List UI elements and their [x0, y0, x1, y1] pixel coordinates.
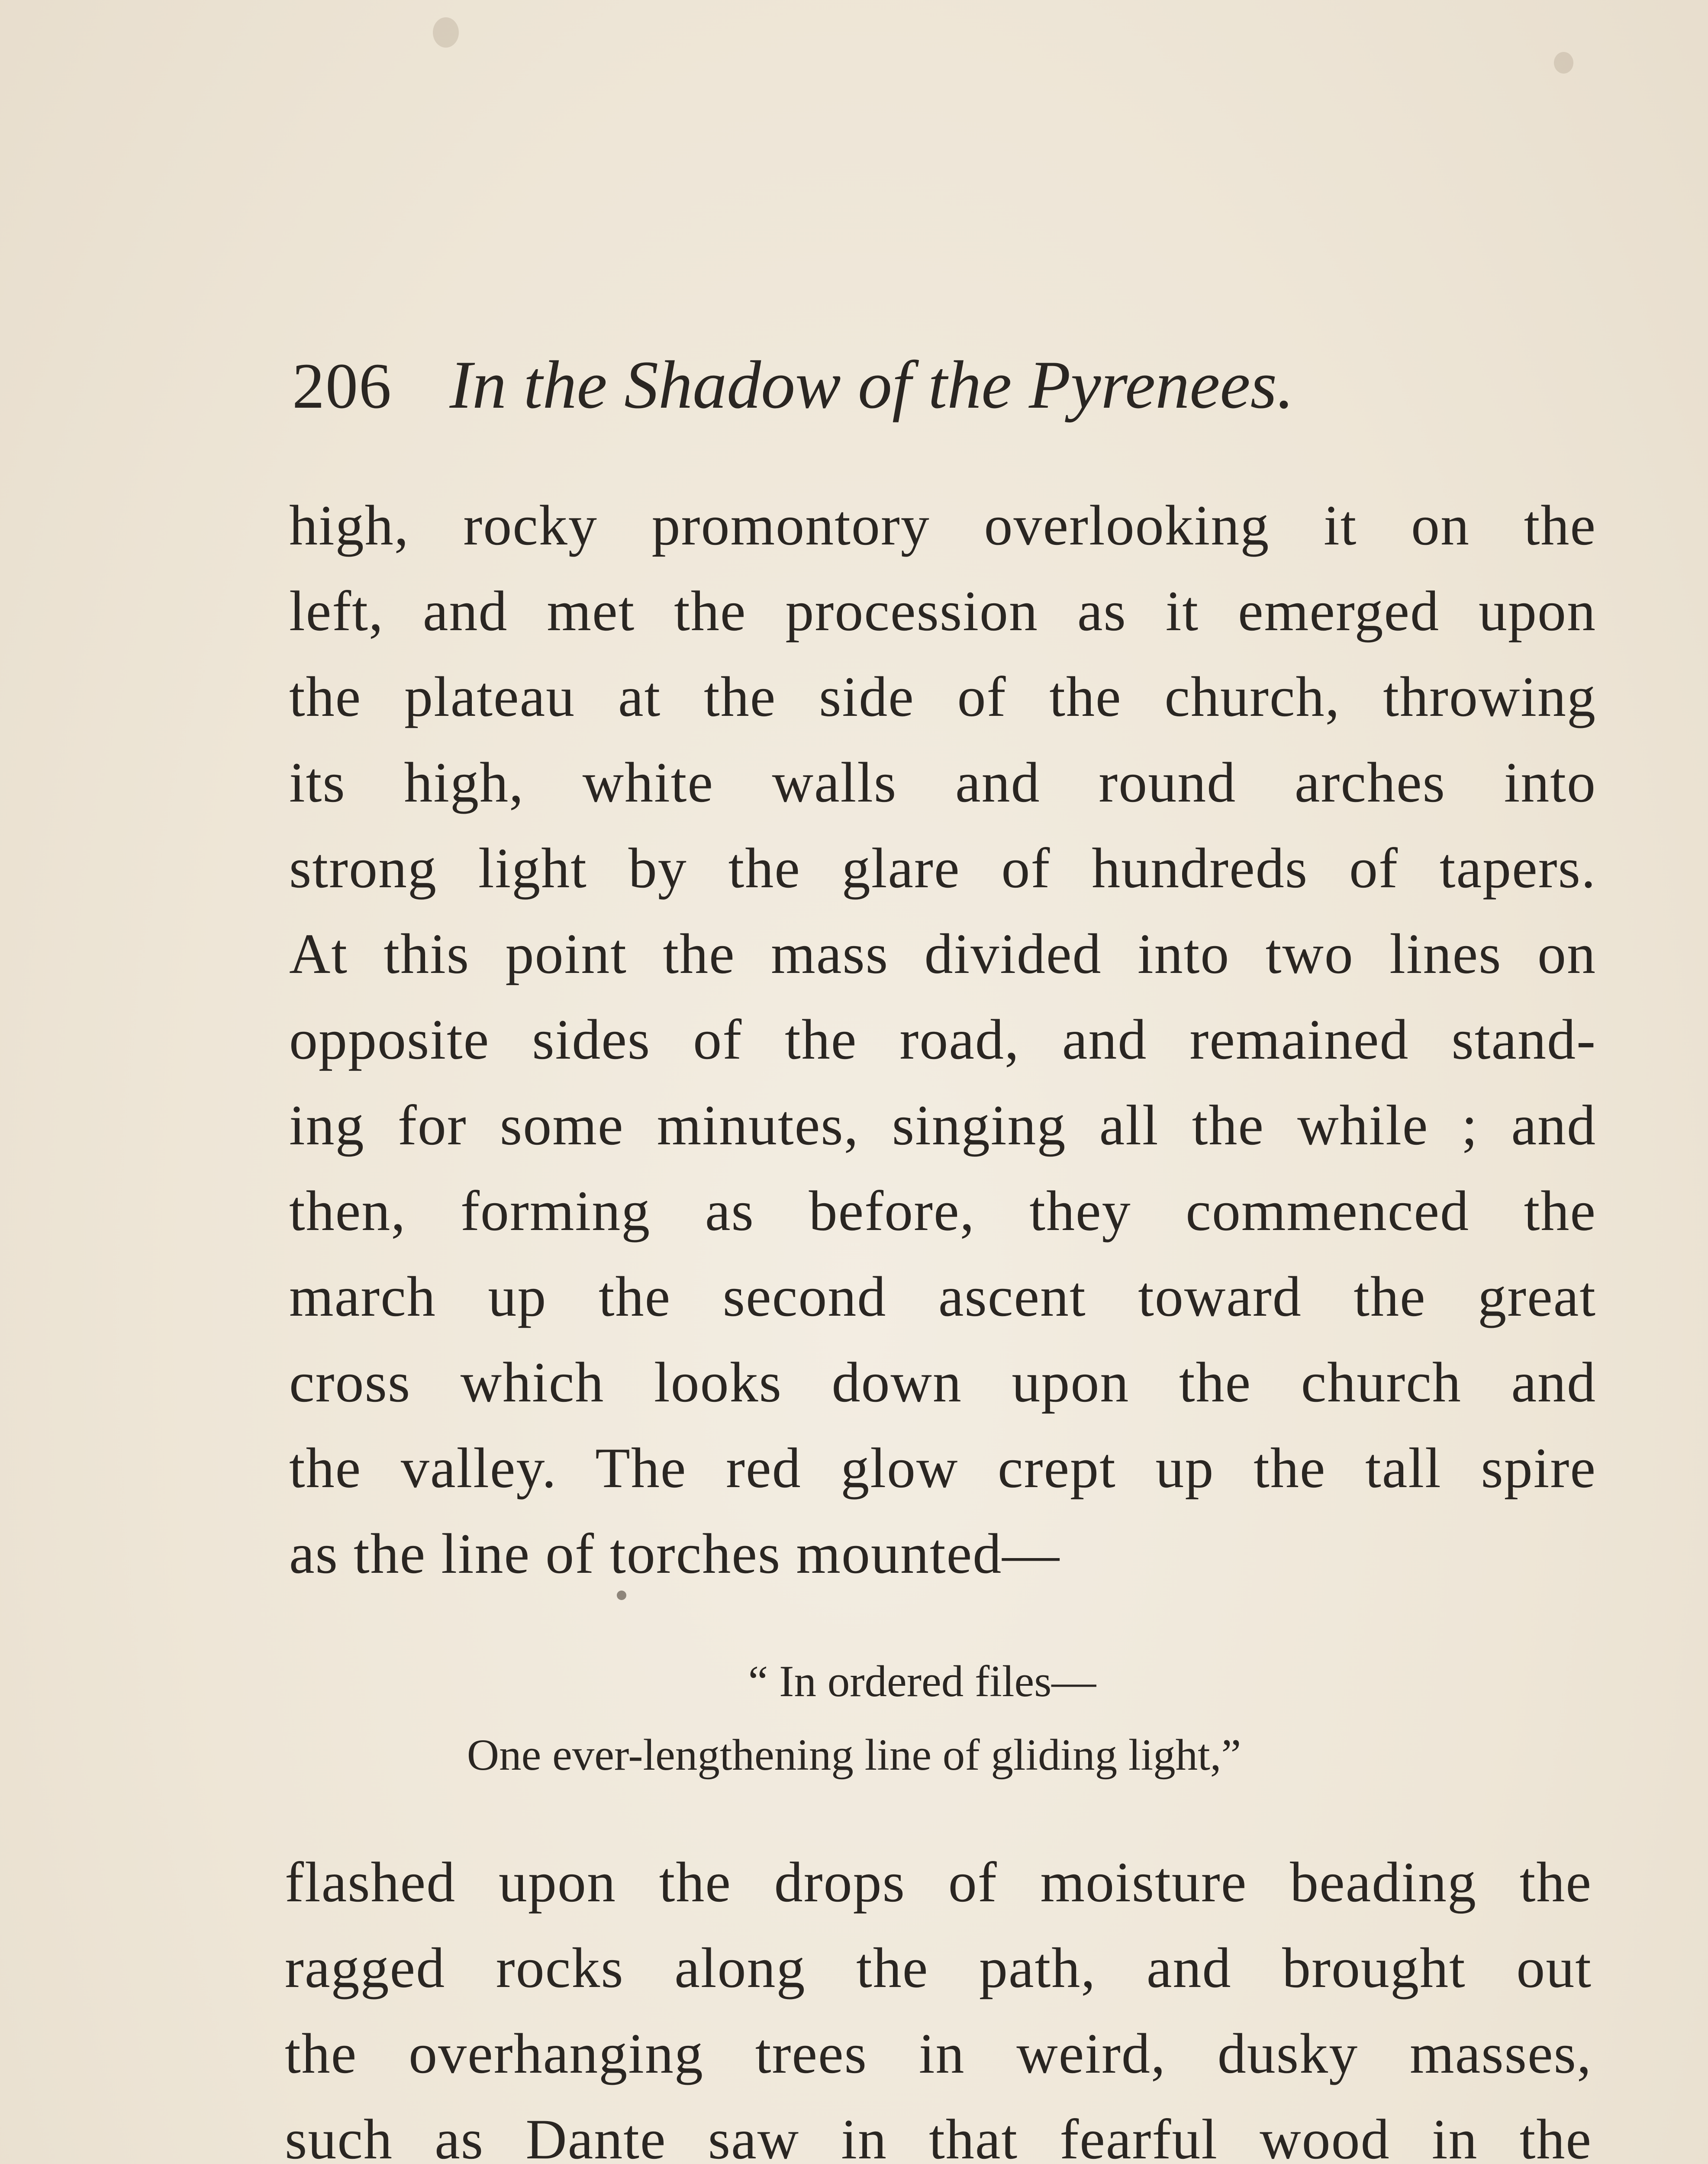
text-line: march up the second ascent toward the great — [289, 1265, 1596, 1328]
text-line: ragged rocks along the path, and brought out — [285, 1936, 1592, 2000]
text-line: opposite sides of the road, and remained stand- — [289, 1008, 1596, 1071]
text-line: the valley. The red glow crept up the tall spire — [289, 1436, 1596, 1500]
text-line: ing for some minutes, singing all the while ; and — [289, 1093, 1596, 1157]
text-line: its high, white walls and round arches into — [289, 750, 1596, 814]
text-line: then, forming as before, they commenced the — [289, 1179, 1596, 1243]
body-paragraph-2 — [285, 1839, 1592, 2164]
text-line: At this point the mass divided into two lines on — [289, 922, 1596, 985]
text-line: the plateau at the side of the church, throwing — [289, 665, 1596, 728]
text-line: high, rocky promontory overlooking it on the — [289, 493, 1596, 557]
paper-blemish — [433, 17, 459, 48]
paper-blemish — [1554, 52, 1573, 74]
body-paragraph-1 — [289, 483, 1596, 1597]
verse-quotation-1 — [0, 1645, 1708, 1792]
verse-line: One ever-lengthening line of gliding light,” — [467, 1730, 1241, 1780]
text-line: such as Dante saw in that fearful wood in the — [285, 2107, 1592, 2164]
verse-line: “ In ordered files— — [748, 1657, 1096, 1706]
text-line: flashed upon the drops of moisture beading the — [285, 1850, 1592, 1914]
text-line: strong light by the glare of hundreds of tapers. — [289, 836, 1596, 900]
text-line: as the line of torches mounted— — [289, 1522, 1060, 1585]
running-title: In the Shadow of the Pyrenees. — [449, 347, 1294, 423]
text-line: the overhanging trees in weird, dusky masses, — [285, 2022, 1592, 2085]
text-line: left, and met the procession as it emerged upon — [289, 579, 1596, 643]
page-header — [292, 342, 1452, 428]
page-number: 206 — [292, 350, 392, 422]
text-line: cross which looks down upon the church and — [289, 1350, 1596, 1414]
